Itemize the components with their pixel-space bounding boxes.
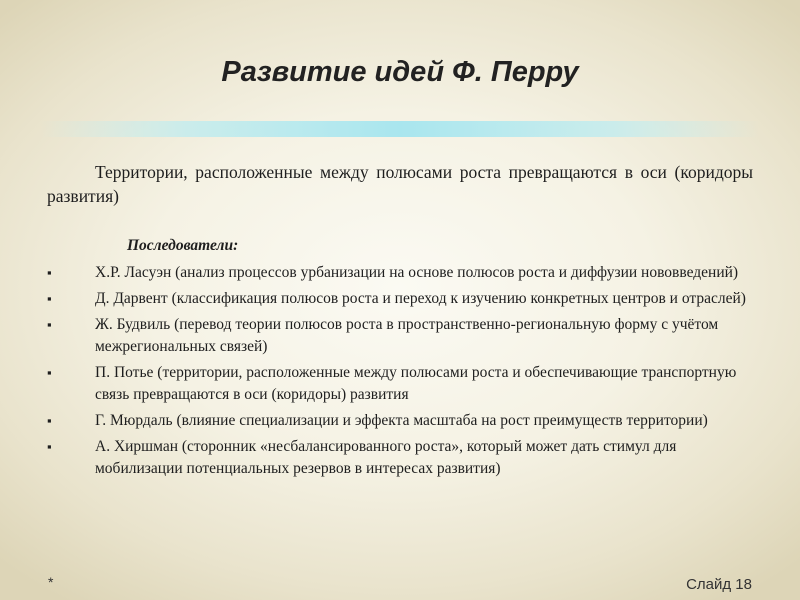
list-item (47, 410, 753, 432)
slide-title: Развитие идей Ф. Перру (221, 56, 579, 88)
bullet-icon: ▪ (47, 291, 52, 306)
intro-paragraph: Территории, расположенные между полюсами роста превращаются в оси (коридоры развития) (47, 162, 753, 206)
list-item-text: Г. Мюрдаль (влияние специализации и эффекта масштаба на рост преимуществ территории) (95, 412, 708, 429)
list-item-text: А. Хиршман (сторонник «несбалансированного роста», который может дать стимул для мобилизации потенциальных резервов в интересах развития) (95, 438, 677, 477)
followers-list (47, 262, 753, 484)
bullet-icon: ▪ (47, 317, 52, 332)
bullet-icon: ▪ (47, 439, 52, 454)
list-item-text: Х.Р. Ласуэн (анализ процессов урбанизации на основе полюсов роста и диффузии нововведений) (95, 264, 739, 281)
title-divider (40, 121, 760, 137)
footer-asterisk: * (48, 574, 54, 590)
list-item-text: Ж. Будвиль (перевод теории полюсов роста в пространственно-региональную форму с учётом межрегиональных связей) (95, 316, 719, 355)
bullet-icon: ▪ (47, 365, 52, 380)
list-item (47, 262, 753, 284)
list-item (47, 362, 753, 406)
list-item-text: П. Потье (территории, расположенные между полюсами роста и обеспечивающие транспортную связь превращаются в оси (коридоры) развития (95, 364, 737, 403)
bullet-icon: ▪ (47, 265, 52, 280)
slide-number: Слайд 18 (686, 576, 752, 593)
bullet-icon: ▪ (47, 413, 52, 428)
list-item (47, 436, 753, 480)
followers-heading: Последователи: (127, 237, 239, 254)
list-item-text: Д. Дарвент (классификация полюсов роста и переход к изучению конкретных центров и отраслей) (95, 290, 746, 307)
list-item (47, 288, 753, 310)
list-item (47, 314, 753, 358)
